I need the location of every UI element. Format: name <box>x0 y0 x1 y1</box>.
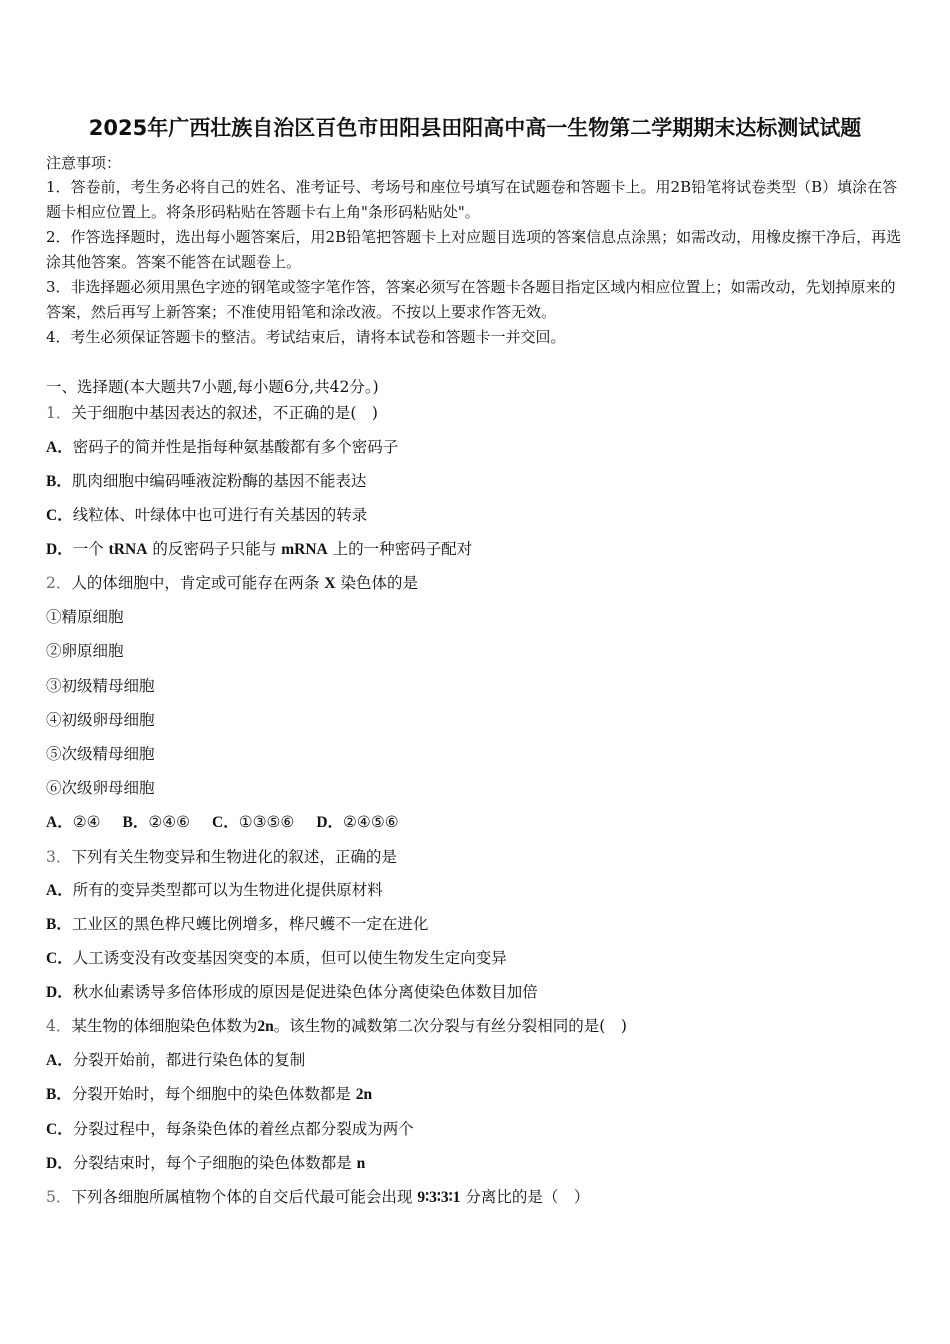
question-term: 2n <box>257 1018 274 1035</box>
question-4-stem <box>46 1014 627 1036</box>
option-label: B． <box>122 814 149 831</box>
q3-option-a <box>46 878 383 900</box>
q2-item-6: ⑥次级卵母细胞 <box>46 779 155 797</box>
question-term: 9∶3∶3∶1 <box>417 1189 461 1206</box>
question-text: 人的体细胞中，肯定或可能存在两条 <box>71 574 325 592</box>
question-number: 1． <box>46 404 72 422</box>
option-text: 上的一种密码子配对 <box>327 540 473 558</box>
option-text: 密码子的简并性是指每种氨基酸都有多个密码子 <box>72 438 399 456</box>
option-text: 分裂过程中，每条染色体的着丝点都分裂成为两个 <box>72 1120 414 1138</box>
option-label: B． <box>46 1086 72 1103</box>
option-label: B． <box>46 473 72 490</box>
option-text: ①③⑤⑥ <box>238 813 295 831</box>
question-text: 染色体的是 <box>335 574 418 592</box>
question-3-stem <box>46 845 397 867</box>
option-label: A． <box>46 1052 73 1069</box>
option-text: 的反密码子只能与 <box>147 540 282 558</box>
option-label: C． <box>46 950 73 967</box>
q2-item-2: ②卵原细胞 <box>46 642 124 660</box>
notice-heading: 注意事项： <box>46 154 122 172</box>
option-text: 分裂开始时，每个细胞中的染色体数都是 <box>71 1085 356 1103</box>
option-label: D． <box>46 1155 73 1172</box>
page-title: 2025年广西壮族自治区百色市田阳县田阳高中高一生物第二学期期末达标测试试题 <box>88 116 862 140</box>
option-label: A． <box>46 439 73 456</box>
question-text: 某生物的体细胞染色体数为 <box>71 1017 258 1035</box>
question-number: 3． <box>46 848 72 866</box>
option-text: ②④⑤⑥ <box>343 813 399 831</box>
notice-item-3: 3．非选择题必须用黑色字迹的钢笔或签字笔作答，答案必须写在答题卡各题目指定区域内相应位置上；如需改动，先划掉原来的答案，然后再写上新答案；不准使用铅笔和涂改液。不按以上要求作答无效。 <box>46 278 896 321</box>
option-label: D． <box>46 984 73 1001</box>
option-label: C． <box>46 1121 73 1138</box>
question-term: X <box>324 575 336 592</box>
q3-option-d <box>46 980 538 1002</box>
question-5-stem <box>46 1185 589 1207</box>
option-label: C． <box>212 814 239 831</box>
q2-answer-options <box>46 810 399 832</box>
q4-option-a <box>46 1048 305 1070</box>
option-text: 分裂结束时，每个子细胞的染色体数都是 <box>72 1154 357 1172</box>
q1-option-d <box>46 537 472 559</box>
q2-item-1: ①精原细胞 <box>46 608 124 626</box>
question-text: 下列各细胞所属植物个体的自交后代最可能会出现 <box>71 1188 418 1206</box>
option-label: B． <box>46 916 72 933</box>
notice-item-4: 4．考生必须保证答题卡的整洁。考试结束后，请将本试卷和答题卡一并交回。 <box>46 328 566 346</box>
q2-item-3: ③初级精母细胞 <box>46 677 155 695</box>
question-text: 。该生物的减数第二次分裂与有丝分裂相同的是( ) <box>273 1017 627 1035</box>
option-term: mRNA <box>281 541 328 558</box>
option-text: ②④⑥ <box>148 813 191 831</box>
option-text: ②④ <box>72 813 101 831</box>
option-text: 分裂开始前，都进行染色体的复制 <box>72 1051 306 1069</box>
notice-item-2: 2．作答选择题时，选出每小题答案后，用2B铅笔把答题卡上对应题目选项的答案信息点涂黑；如需改动，用橡皮擦干净后，再选涂其他答案。答案不能答在试题卷上。 <box>46 228 902 271</box>
q4-option-b <box>46 1082 372 1104</box>
question-text: 分离比的是（ ） <box>460 1188 590 1206</box>
question-text: 关于细胞中基因表达的叙述，不正确的是( ) <box>71 404 378 422</box>
section-heading: 一、选择题(本大题共7小题,每小题6分,共42分。) <box>46 378 379 396</box>
q3-option-c <box>46 946 507 968</box>
option-term: 2n <box>355 1086 373 1103</box>
option-label: C． <box>46 507 73 524</box>
option-text: 一个 <box>72 540 109 558</box>
q1-option-c <box>46 503 367 525</box>
option-term: tRNA <box>108 541 148 558</box>
option-text: 人工诱变没有改变基因突变的本质，但可以使生物发生定向变异 <box>72 949 507 967</box>
question-number: 2． <box>46 574 72 592</box>
option-text: 工业区的黑色桦尺蠖比例增多，桦尺蠖不一定在进化 <box>71 915 429 933</box>
option-label: D． <box>46 541 73 558</box>
option-text: 秋水仙素诱导多倍体形成的原因是促进染色体分离使染色体数目加倍 <box>72 983 538 1001</box>
question-number: 5． <box>46 1188 72 1206</box>
q2-item-4: ④初级卵母细胞 <box>46 711 155 729</box>
option-text: 所有的变异类型都可以为生物进化提供原材料 <box>72 881 383 899</box>
q4-option-d <box>46 1151 365 1173</box>
q1-option-a <box>46 435 398 457</box>
option-term: n <box>356 1155 366 1172</box>
question-2-stem <box>46 571 418 593</box>
q1-option-b <box>46 469 366 491</box>
question-number: 4． <box>46 1017 72 1035</box>
q2-item-5: ⑤次级精母细胞 <box>46 745 155 763</box>
q4-option-c <box>46 1117 414 1139</box>
option-label: A． <box>46 882 73 899</box>
option-label: D． <box>316 814 344 831</box>
option-text: 线粒体、叶绿体中也可进行有关基因的转录 <box>72 506 368 524</box>
notice-item-1: 1．答卷前，考生务必将自己的姓名、准考证号、考场号和座位号填写在试题卷和答题卡上。用2B铅笔将试卷类型（B）填涂在答题卡相应位置上。将条形码粘贴在答题卡右上角"条形码粘贴处"。 <box>46 178 898 221</box>
question-1-stem <box>46 401 378 423</box>
q3-option-b <box>46 912 428 934</box>
option-text: 肌肉细胞中编码唾液淀粉酶的基因不能表达 <box>71 472 367 490</box>
option-label: A． <box>46 814 73 831</box>
question-text: 下列有关生物变异和生物进化的叙述，正确的是 <box>71 848 397 866</box>
